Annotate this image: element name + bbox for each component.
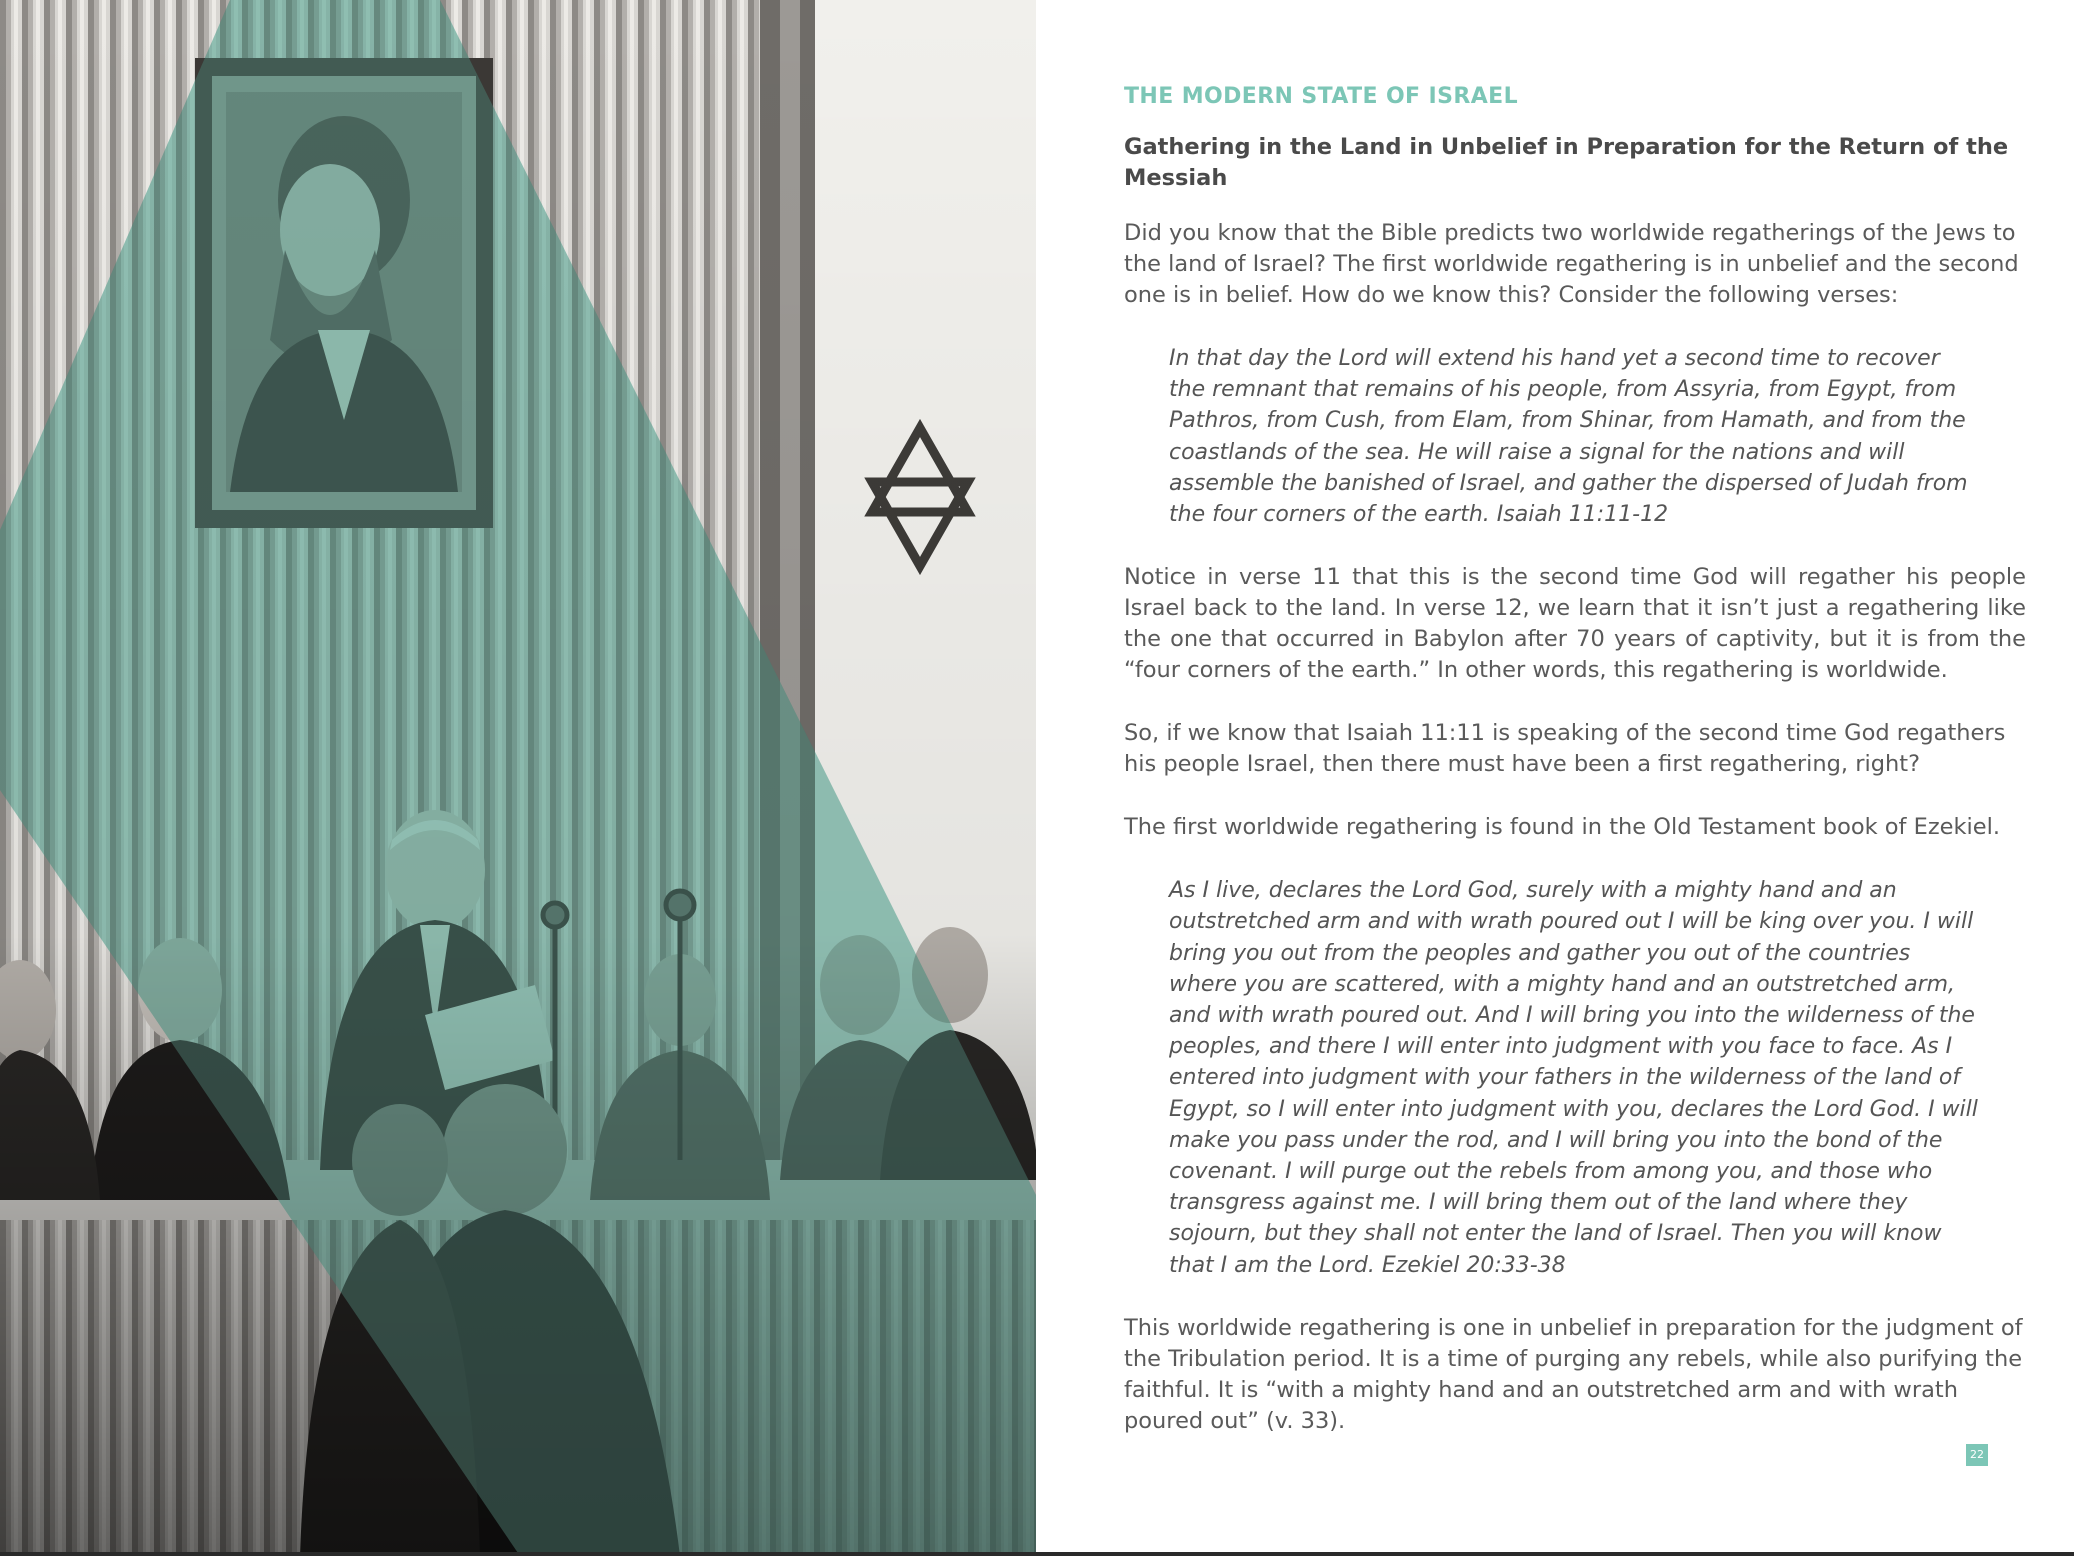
section-kicker: THE MODERN STATE OF ISRAEL	[1124, 84, 1518, 109]
notice-paragraph: Notice in verse 11 that this is the second time God will regather his people Israel back to the land. In verse 12, we learn that it isn’t just a regathering like the one that occurred in Babylon after 70 years of captivity, but it is from the “four corners of the earth.” In other words, this regathering is worldwide.	[1124, 564, 2026, 684]
bottom-rule	[0, 1552, 2074, 1556]
isaiah-quote: In that day the Lord will extend his hand yet a second time to recover the remnant that remains of his people, from Assyria, from Egypt, from Pathros, from Cush, from Elam, from Shinar, from Hamath, and from the coastlands of the sea. He will raise a signal for the nations and will assemble the banished of Israel, and gather the dispersed of Judah from the four corners of the earth. Isaiah 11:11-12	[1169, 346, 1968, 528]
article-subtitle: Gathering in the Land in Unbelief in Preparation for the Return of the Messiah	[1124, 134, 2009, 191]
first-regathering-paragraph: The first worldwide regathering is found in the Old Testament book of Ezekiel.	[1124, 814, 2001, 841]
page-number: 22	[1966, 1444, 1988, 1466]
historical-photo	[0, 0, 1036, 1556]
ezekiel-quote: As I live, declares the Lord God, surely with a mighty hand and an outstretched arm and with wrath poured out I will be king over you. I will bring you out from the peoples and gather you out of the countries where you are scattered, with a mighty hand and an outstretched arm, and with wrath poured out. And I will bring you into the wilderness of the peoples, and there I will enter into judgment with you face to face. As I entered into judgment with your fathers in the wilderness of the land of Egypt, so I will enter into judgment with you, declares the Lord God. I will make you pass under the rod, and I will bring you into the bond of the covenant. I will purge out the rebels from among you, and those who transgress against me. I will bring them out of the land where they sojourn, but they shall not enter the land of Israel. Then you will know that I am the Lord. Ezekiel 20:33-38	[1169, 878, 1978, 1278]
text-page	[1036, 0, 2074, 1556]
intro-paragraph: Did you know that the Bible predicts two worldwide regatherings of the Jews to the land of Israel? The first worldwide regathering is in unbelief and the second one is in belief. How do we know this? Consider the following verses:	[1124, 220, 2019, 308]
so-if-paragraph: So, if we know that Isaiah 11:11 is speaking of the second time God regathers his people Israel, then there must have been a first regathering, right?	[1124, 720, 2006, 778]
photo-illustration	[0, 0, 1036, 1556]
closing-paragraph: This worldwide regathering is one in unbelief in preparation for the judgment of the Tribulation period. It is a time of purging any rebels, while also purifying the faithful. It is “with a mighty hand and an outstretched arm and with wrath poured out” (v. 33).	[1124, 1314, 2023, 1434]
article	[1124, 82, 2026, 1469]
